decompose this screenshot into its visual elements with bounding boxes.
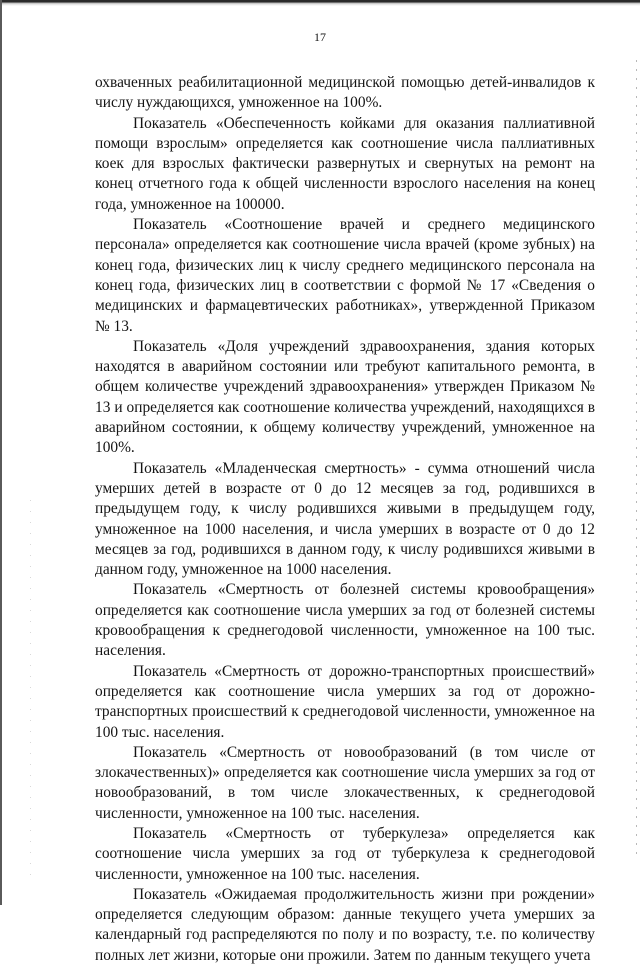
paragraph-neoplasm-mortality: Показатель «Смертность от новообразований (в том числе от злокачественных)» определяется как соотношение числа умерших за год от новообразований, в том числе злокачественных, к среднегодовой численности, умноженное на 100 тыс. населения. [95,743,595,822]
scan-edge-left [0,0,2,905]
paragraph-emergency-facilities: Показатель «Доля учреждений здравоохранения, здания которых находятся в аварийном состоянии или требуют капитального ремонта, в общем количестве учреждений здравоохранения» утвержден Приказом № 13 и определяется как соотношение количества учреждений, находящихся в аварийном состоянии, к общему количеству учреждений, умноженное на 100%. [95,337,595,457]
paragraph-palliative-beds: Показатель «Обеспеченность койками для оказания паллиативной помощи взрослым» определяется как соотношение числа паллиативных коек для взрослых фактически развернутых и свернутых на ремонт на конец отчетного года к общей численности взрослого населения на конец года, умноженное на 100000. [95,114,595,213]
paragraph-traffic-mortality: Показатель «Смертность от дорожно-транспортных происшествий» определяется как соотношение числа умерших за год от дорожно-транспортных происшествий к среднегодовой численности, умноженное на 100 тыс. населения. [95,662,595,741]
paragraph-continuation: охваченных реабилитационной медицинской помощью детей-инвалидов к числу нуждающихся, умноженное на 100%. [95,74,595,112]
scan-edge-top [0,0,640,6]
paragraph-doctors-nurses-ratio: Показатель «Соотношение врачей и среднего медицинского персонала» определяется как соотношение числа врачей (кроме зубных) на конец года, физических лиц к числу среднего медицинского персонала на конец года, физических лиц в соответствии с формой № 17 «Сведения о медицинских и фармацевтических работниках», утвержденной Приказом № 13. [95,216,595,335]
scan-edge-right [636,60,637,860]
paragraph-circulatory-mortality: Показатель «Смертность от болезней системы кровообращения» определяется как соотношение числа умерших за год от болезней системы кровообращения к среднегодовой численности, умноженное на 100 тыс. населения. [95,581,595,660]
paragraph-life-expectancy: Показатель «Ожидаемая продолжительность жизни при рождении» определяется следующим образом: данные текущего учета умерших за календарный год распределяются по полу и по возрасту, т.е. по количеству полных лет жизни, которые они прожили. Затем по данным текущего учета [95,885,595,964]
scan-margin-marks [30,500,31,880]
document-body [95,73,595,966]
paragraph-infant-mortality: Показатель «Младенческая смертность» - сумма отношений числа умерших детей в возрасте от 0 до 12 месяцев за год, родившихся в предыдущем году, к числу родившихся живыми в предыдущем году, умноженное на 1000 населения, и числа умерших в возрасте от 0 до 12 месяцев за год, родившихся в данном году, к числу родившихся живыми в данном году, умноженное на 1000 населения. [95,459,595,579]
paragraph-tuberculosis-mortality: Показатель «Смертность от туберкулеза» определяется как соотношение числа умерших за год от туберкулеза к среднегодовой численности, умноженное на 100 тыс. населения. [95,824,595,883]
page-number: 17 [314,30,326,44]
